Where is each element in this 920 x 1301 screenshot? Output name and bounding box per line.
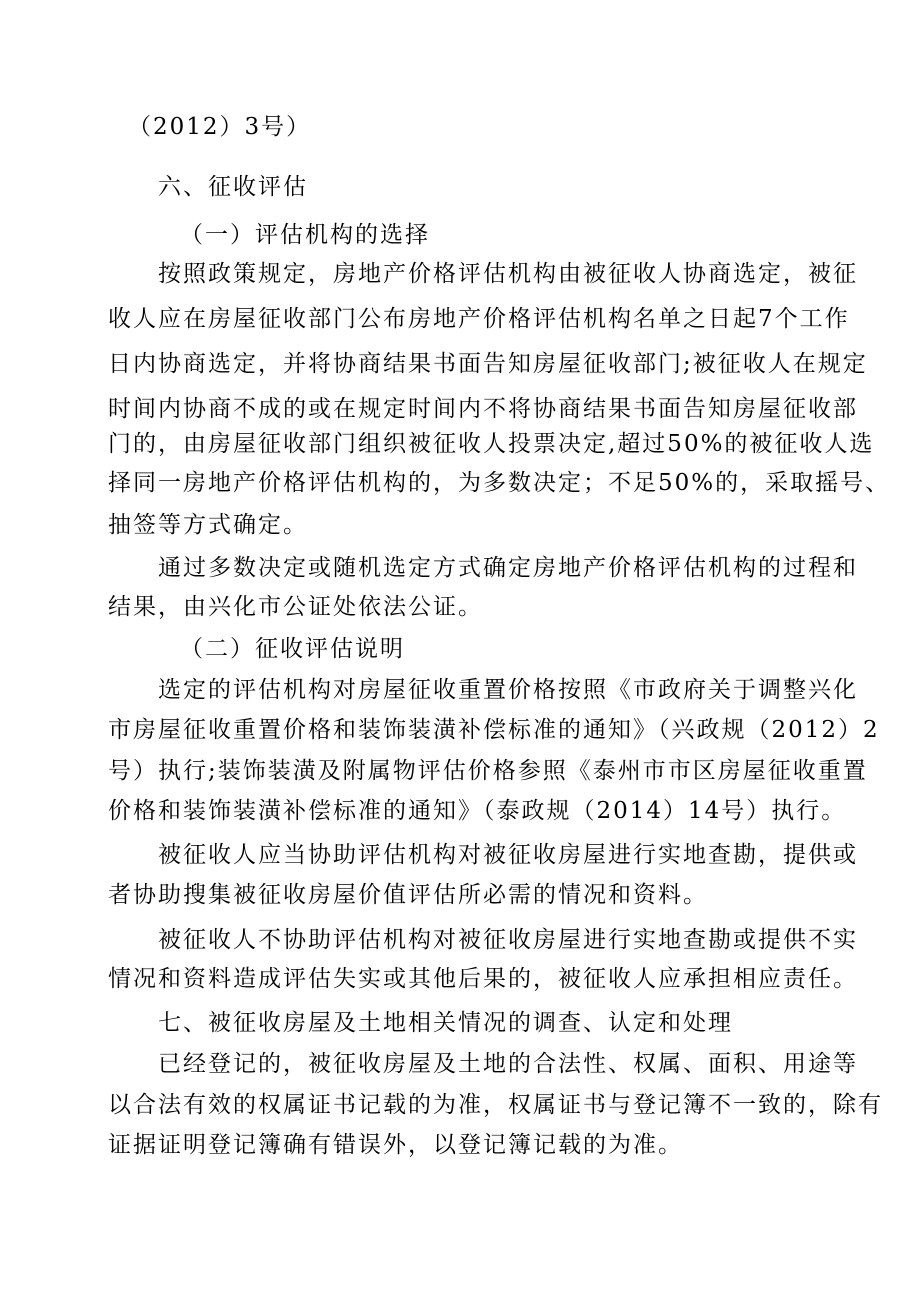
- paragraph-line: 收人应在房屋征收部门公布房地产价格评估机构名单之日起7个工作: [108, 306, 850, 332]
- paragraph-line: 号）执行;装饰装潢及附属物评估价格参照《泰州市市区房屋征收重置: [108, 758, 868, 784]
- paragraph-line: 市房屋征收重置价格和装饰装潢补偿标准的通知》（兴政规（2012）2: [108, 717, 880, 743]
- paragraph-line: 情况和资料造成评估失实或其他后果的，被征收人应承担相应责任。: [108, 966, 858, 992]
- paragraph-line: 者协助搜集被征收房屋价值评估所必需的情况和资料。: [108, 882, 708, 908]
- paragraph-line: 被征收人不协助评估机构对被征收房屋进行实地查勘或提供不实: [158, 927, 858, 953]
- paragraph-line: 选定的评估机构对房屋征收重置价格按照《市政府关于调整兴化: [158, 677, 858, 703]
- paragraph-line: 被征收人应当协助评估机构对被征收房屋进行实地查勘，提供或: [158, 842, 858, 868]
- paragraph-line: 以合法有效的权属证书记载的为准，权属证书与登记簿不一致的，除有: [108, 1092, 883, 1118]
- paragraph-line: 已经登记的，被征收房屋及土地的合法性、权属、面积、用途等: [158, 1051, 858, 1077]
- paragraph-line: 日内协商选定，并将协商结果书面告知房屋征收部门;被征收人在规定: [108, 351, 868, 377]
- subsection-heading-2: （二）征收评估说明: [180, 636, 405, 662]
- paragraph-line: 结果，由兴化市公证处依法公证。: [108, 594, 483, 620]
- section-heading-six: 六、征收评估: [158, 174, 308, 200]
- paragraph-line: 价格和装饰装潢补偿标准的通知》（泰政规（2014）14号）执行。: [108, 798, 847, 824]
- subsection-heading-1: （一）评估机构的选择: [180, 222, 430, 248]
- paragraph-line: 通过多数决定或随机选定方式确定房地产价格评估机构的过程和: [158, 555, 858, 581]
- section-heading-seven: 七、被征收房屋及土地相关情况的调查、认定和处理: [158, 1010, 733, 1036]
- paragraph-line: 抽签等方式确定。: [108, 512, 308, 538]
- continued-reference-line: （2012）3号）: [128, 114, 312, 140]
- paragraph-line: 按照政策规定，房地产价格评估机构由被征收人协商选定，被征: [158, 261, 858, 287]
- paragraph-line: 时间内协商不成的或在规定时间内不将协商结果书面告知房屋征收部: [108, 396, 858, 422]
- paragraph-line: 门的，由房屋征收部门组织被征收人投票决定,超过50%的被征收人选: [108, 431, 875, 457]
- paragraph-line: 证据证明登记簿确有错误外，以登记簿记载的为准。: [108, 1132, 683, 1158]
- paragraph-line: 择同一房地产价格评估机构的，为多数决定；不足50%的，采取摇号、: [108, 470, 891, 496]
